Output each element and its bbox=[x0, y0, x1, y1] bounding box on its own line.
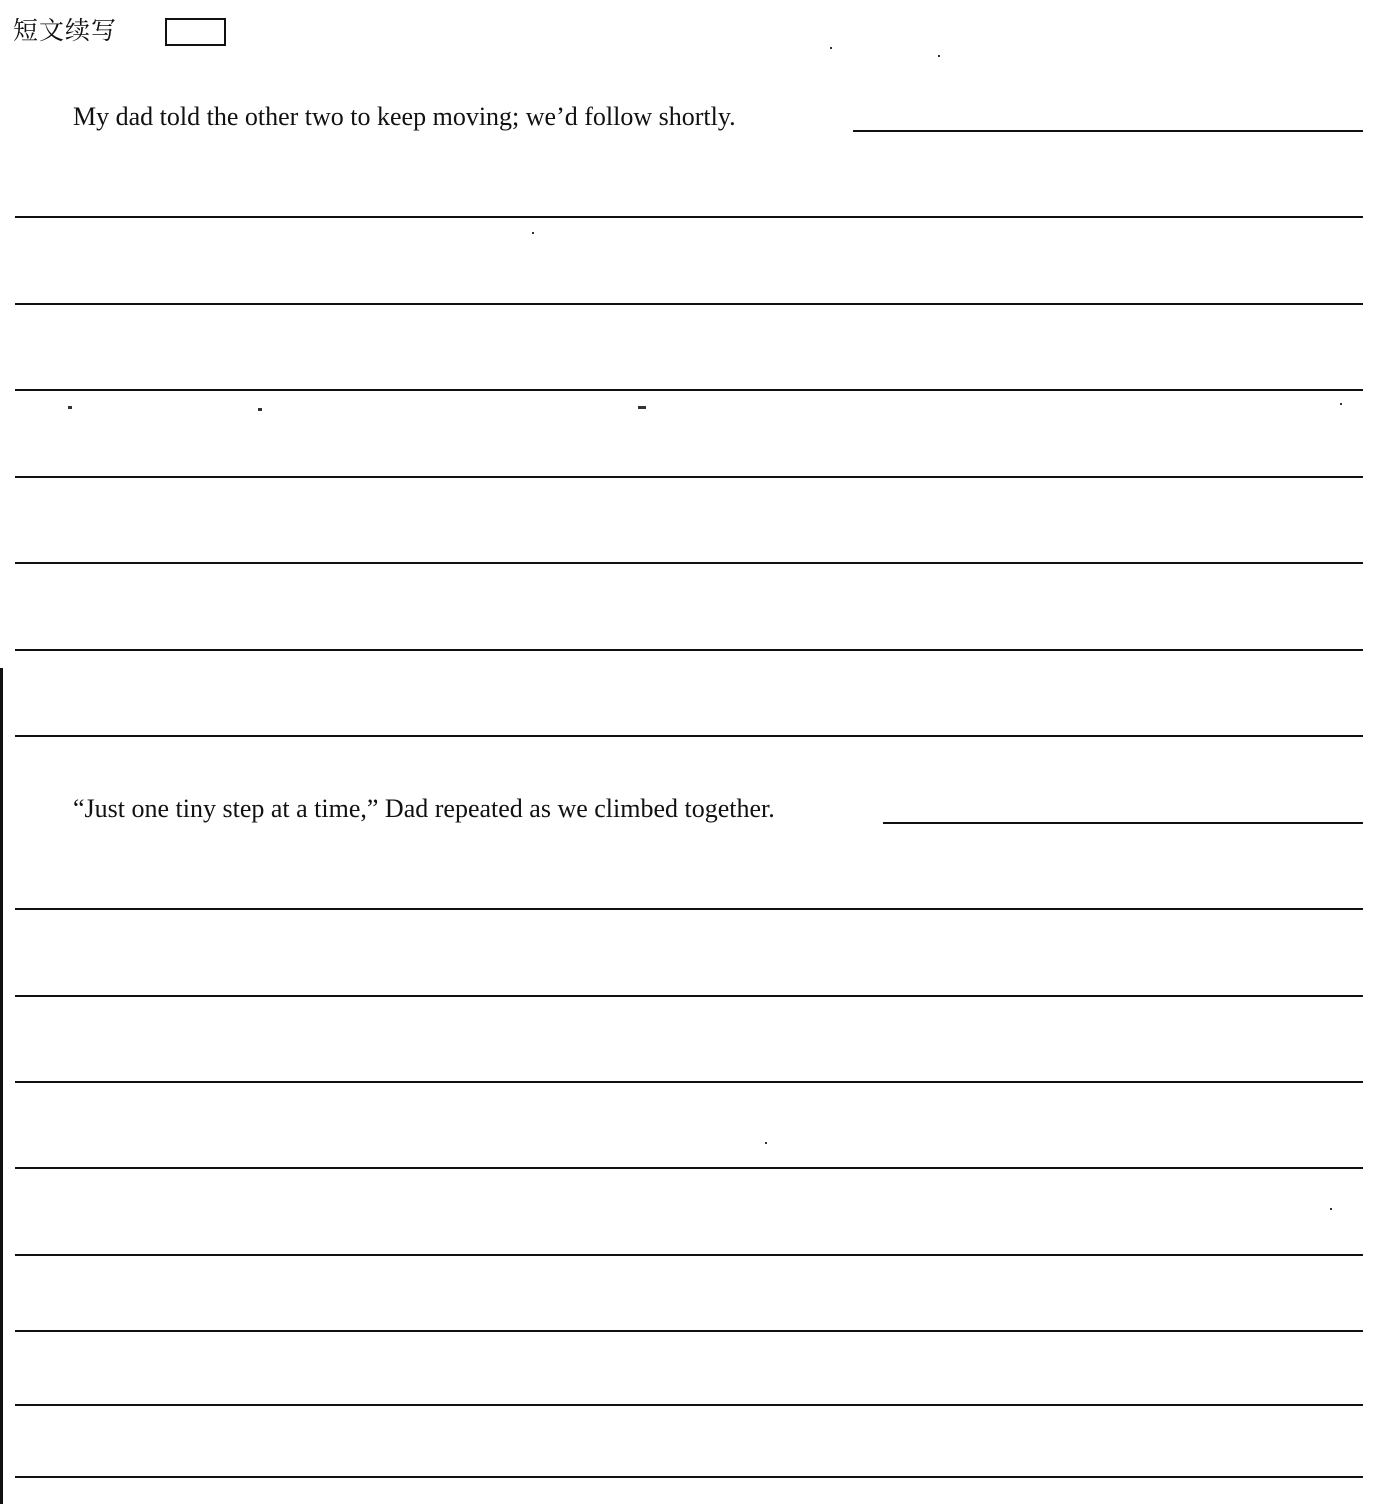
scan-speck bbox=[258, 408, 262, 411]
writing-line[interactable] bbox=[15, 562, 1363, 564]
scan-speck bbox=[938, 55, 940, 57]
writing-line[interactable] bbox=[15, 303, 1363, 305]
writing-line[interactable] bbox=[15, 649, 1363, 651]
scan-speck bbox=[1340, 403, 1342, 405]
scan-speck bbox=[532, 232, 534, 234]
scan-speck bbox=[830, 47, 832, 49]
writing-line[interactable] bbox=[15, 908, 1363, 910]
writing-line[interactable] bbox=[15, 1476, 1363, 1478]
writing-line[interactable] bbox=[15, 476, 1363, 478]
scan-speck bbox=[765, 1142, 767, 1144]
writing-line[interactable] bbox=[15, 389, 1363, 391]
writing-line[interactable] bbox=[15, 1254, 1363, 1256]
writing-line[interactable] bbox=[15, 1330, 1363, 1332]
writing-line[interactable] bbox=[15, 216, 1363, 218]
paragraph-2-opening: “Just one tiny step at a time,” Dad repeated as we climbed together. bbox=[73, 794, 775, 823]
paragraph-1-blank[interactable] bbox=[853, 130, 1363, 132]
score-box bbox=[165, 18, 226, 46]
section-title: 短文续写 bbox=[13, 16, 118, 45]
writing-line[interactable] bbox=[15, 1404, 1363, 1406]
paragraph-2-blank[interactable] bbox=[883, 822, 1363, 824]
scan-speck bbox=[68, 406, 72, 409]
page-left-edge bbox=[0, 668, 3, 1504]
writing-line[interactable] bbox=[15, 995, 1363, 997]
scan-speck bbox=[638, 406, 646, 409]
paragraph-1-opening: My dad told the other two to keep moving; we’d follow shortly. bbox=[73, 102, 736, 131]
writing-line[interactable] bbox=[15, 1167, 1363, 1169]
writing-line[interactable] bbox=[15, 1081, 1363, 1083]
scan-speck bbox=[1330, 1208, 1332, 1210]
writing-line[interactable] bbox=[15, 735, 1363, 737]
